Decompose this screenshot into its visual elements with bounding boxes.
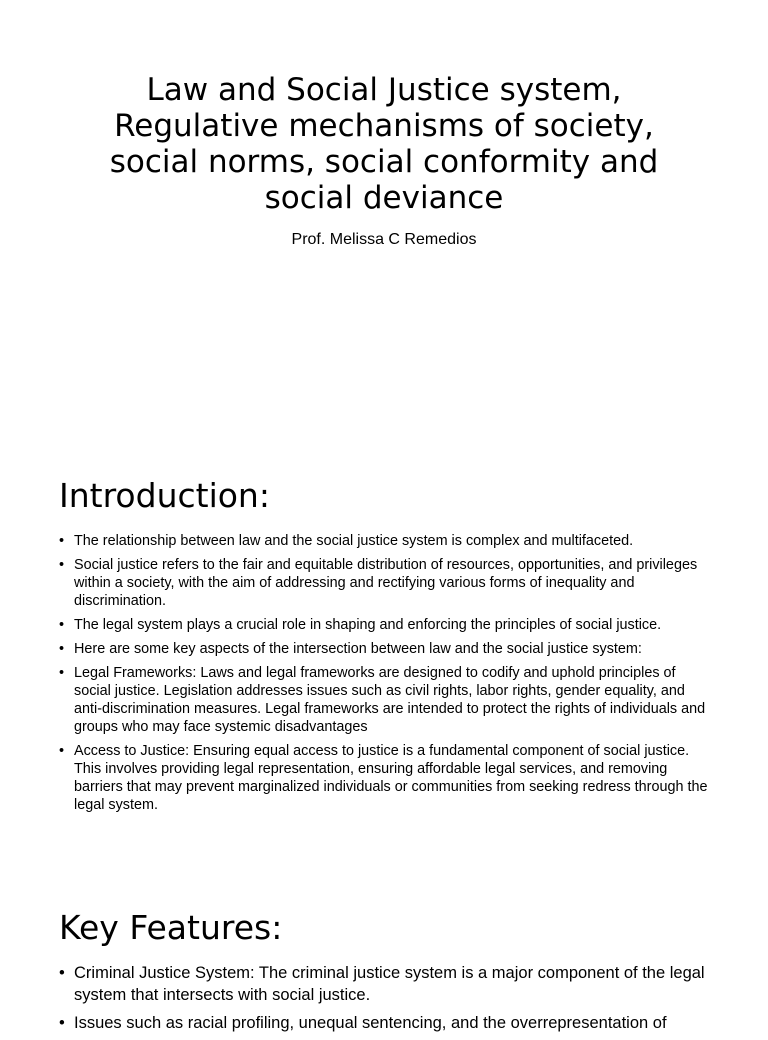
bullet-icon: • bbox=[59, 641, 65, 657]
list-item bbox=[59, 532, 711, 550]
bullet-icon: • bbox=[59, 557, 65, 573]
presentation-title: Law and Social Justice system, Regulative mechanisms of society, social norms, social conformity and social deviance bbox=[109, 72, 659, 216]
bullet-icon: • bbox=[59, 964, 65, 982]
bullet-icon: • bbox=[59, 1014, 65, 1032]
introduction-slide bbox=[0, 440, 768, 872]
title-slide bbox=[0, 0, 768, 432]
list-item-text: The relationship between law and the social justice system is complex and multifaceted. bbox=[74, 533, 634, 549]
list-item-text: Criminal Justice System: The criminal justice system is a major component of the legal system that intersects with social justice. bbox=[74, 964, 705, 1004]
bullet-list bbox=[59, 532, 711, 820]
list-item bbox=[59, 616, 711, 634]
bullet-icon: • bbox=[59, 533, 65, 549]
slide-heading: Introduction: bbox=[59, 476, 270, 515]
slide-heading: Key Features: bbox=[59, 908, 283, 947]
list-item bbox=[59, 664, 711, 736]
bullet-icon: • bbox=[59, 665, 65, 681]
list-item bbox=[59, 640, 711, 658]
list-item bbox=[59, 1012, 711, 1034]
list-item bbox=[59, 962, 711, 1006]
list-item-text: Issues such as racial profiling, unequal sentencing, and the overrepresentation of bbox=[74, 1014, 667, 1032]
bullet-list bbox=[59, 962, 711, 1040]
list-item bbox=[59, 556, 711, 610]
list-item bbox=[59, 742, 711, 814]
list-item-text: Social justice refers to the fair and equitable distribution of resources, opportunities, and privileges within a society, with the aim of addressing and rectifying various forms of inequality and discrimination. bbox=[74, 557, 698, 609]
list-item-text: Access to Justice: Ensuring equal access to justice is a fundamental component of social justice. This involves providing legal representation, ensuring affordable legal services, and removing barriers that may prevent marginalized individuals or communities from seeking redress through the legal system. bbox=[74, 743, 708, 813]
key-features-slide bbox=[0, 880, 768, 1032]
list-item-text: Legal Frameworks: Laws and legal frameworks are designed to codify and uphold principles of social justice. Legislation addresses issues such as civil rights, labor rights, gender equality, and anti-discrimination measures. Legal frameworks are intended to protect the rights of individuals and groups who may face systemic disadvantages bbox=[74, 665, 706, 735]
presenter-name: Prof. Melissa C Remedios bbox=[291, 231, 477, 248]
bullet-icon: • bbox=[59, 743, 65, 759]
list-item-text: The legal system plays a crucial role in shaping and enforcing the principles of social justice. bbox=[74, 617, 662, 633]
bullet-icon: • bbox=[59, 617, 65, 633]
list-item-text: Here are some key aspects of the intersection between law and the social justice system: bbox=[74, 641, 642, 657]
